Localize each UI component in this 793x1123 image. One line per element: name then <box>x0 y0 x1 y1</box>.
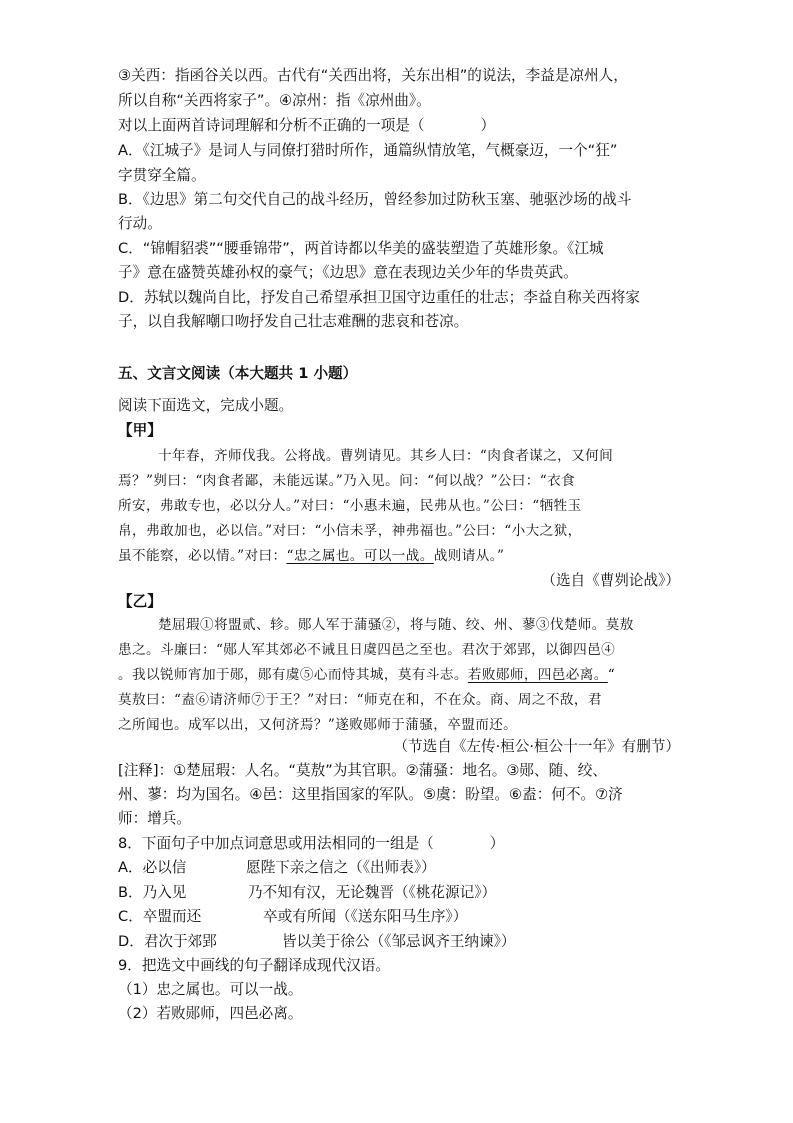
passage-jia-line: 帛，弗敢加也，必以信。”对曰：“小信未孚，神弗福也。”公曰：“小大之狱， <box>118 523 582 539</box>
passage-jia-line: 所安，弗敢专也，必以分人。”对曰：“小惠未遍，民弗从也。”公曰：“牺牲玉 <box>118 498 582 514</box>
passage-text: 战则请从。” <box>433 548 505 564</box>
passage-yi-source: （节选自《左传·桓公·桓公十一年》有删节） <box>393 738 680 755</box>
passage-text: 虽不能察，必以情。”对曰： <box>118 548 287 564</box>
passage-yi-line: 莫敖曰：“盍⑥请济师⑦于王？”对曰：“师克在和，不在众。商、周之不敌，君 <box>118 692 602 708</box>
passage-jia-line <box>118 546 504 566</box>
passage-jia-tag: 【甲】 <box>118 422 162 439</box>
passage-yi-line <box>118 665 615 685</box>
section-intro: 阅读下面选文，完成小题。 <box>118 397 294 414</box>
question-8-stem-close: ） <box>489 835 505 852</box>
question-7-stem <box>118 116 495 136</box>
passage-jia-line: 十年春，齐师伐我。公将战。曹刿请见。其乡人曰：“肉食者谋之，又何间 <box>158 448 614 464</box>
option-b-line: B．《边思》第二句交代自己的战斗经历，曾经参加过防秋玉塞、驰驱沙场的战斗 <box>118 191 632 208</box>
annotation-line: 州、蓼：均为国名。④邑：这里指国家的军队。⑤虞：盼望。⑥盍：何不。⑦济 <box>118 786 623 803</box>
option-c-left: C．卒盟而还 <box>118 908 202 925</box>
option-c-line: C．“锦帽貂裘”“腰垂锦带”，两首诗都以华美的盛装塑造了英雄形象。《江城 <box>118 240 604 257</box>
passage-jia-source: （选自《曹刿论战》） <box>541 572 680 589</box>
question-7-stem-text: 对以上面两首诗词理解和分析不正确的一项是（ <box>118 117 425 134</box>
passage-text: 。我以锐师宵加于郧，郧有虞⑤心而恃其城，莫有斗志。 <box>118 667 468 683</box>
option-a-line: A．《江城子》是词人与同僚打猎时所作，通篇纵情放笔，气概豪迈，一个“狂” <box>118 142 618 159</box>
option-b-right: 乃不知有汉，无论魏晋（《桃花源记》） <box>248 884 497 901</box>
passage-text: “ <box>607 667 616 683</box>
passage-yi-line: 之所闻也。成军以出，又何济焉？”遂败郧师于蒲骚，卒盟而还。 <box>118 717 518 733</box>
option-a-line: 字贯穿全篇。 <box>118 167 206 184</box>
question-8-stem-text: 8．下面句子中加点词意思或用法相同的一组是（ <box>118 835 434 852</box>
option-a-left: A．必以信 <box>118 859 187 876</box>
option-b-line: 行动。 <box>118 215 162 232</box>
option-c-right: 卒或有所闻（《送东阳马生序》） <box>263 908 468 925</box>
option-d-line: 子，以自我解嘲口吻抒发自己壮志难酬的悲哀和苍凉。 <box>118 313 469 330</box>
note-line: ③关西：指函谷关以西。古代有“关西出将，关东出相”的说法，李益是凉州人， <box>118 67 628 84</box>
question-9-sub-1: （1）忠之属也。可以一战。 <box>118 981 303 998</box>
annotation-line: 师：增兵。 <box>118 810 191 827</box>
question-9-sub-2: （2）若败郧师，四邑必离。 <box>118 1005 303 1022</box>
question-9-stem: 9．把选文中画线的句子翻译成现代汉语。 <box>118 957 390 974</box>
question-7-stem-close: ） <box>480 117 496 134</box>
option-c-line: 子》意在盛赞英雄孙权的豪气；《边思》意在表现边关少年的华贵英武。 <box>118 264 578 281</box>
annotation-line: [注释]：①楚屈瑕：人名。“莫敖”为其官职。②蒲骚：地名。③郧、随、绞、 <box>118 762 607 779</box>
question-8-stem <box>118 834 504 854</box>
option-b-left: B．乃入见 <box>118 884 187 901</box>
passage-yi-line: 楚屈瑕①将盟贰、轸。郧人军于蒲骚②，将与随、绞、州、蓼③伐楚师。莫敖 <box>158 617 634 633</box>
note-line: 所以自称“关西将家子”。④凉州：指《凉州曲》。 <box>118 92 431 109</box>
option-d-line: D．苏轼以魏尚自比，抒发自己希望承担卫国守边重任的壮志；李益自称关西将家 <box>118 289 641 306</box>
underlined-sentence: 若败郧师，四邑必离。 <box>467 667 608 683</box>
passage-yi-line: 患之。斗廉曰：“郧人军其郊必不诫且日虞四邑之至也。君次于郊郢，以御四邑④ <box>118 642 616 658</box>
passage-jia-line: 焉？”刿曰：“肉食者鄙，未能远谋。”乃入见。问：“何以战？”公曰：“衣食 <box>118 473 576 489</box>
section-heading: 五、文言文阅读（本大题共 1 小题） <box>118 365 358 382</box>
underlined-sentence: “忠之属也。可以一战。 <box>286 548 434 564</box>
option-a-right: 愿陛下亲之信之（《出师表》） <box>246 859 436 876</box>
passage-yi-tag: 【乙】 <box>118 593 162 610</box>
option-d-right: 皆以美于徐公（《邹忌讽齐王纳谏》） <box>282 933 516 950</box>
option-d-left: D．君次于郊郢 <box>118 933 217 950</box>
